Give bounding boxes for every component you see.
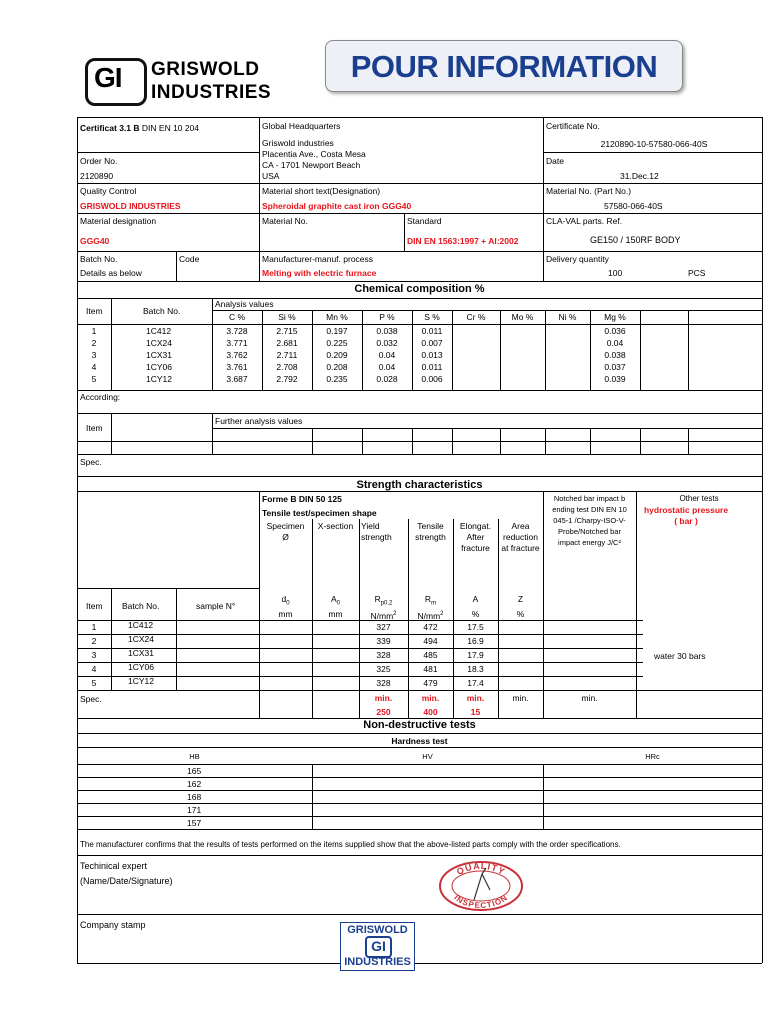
hydro-label: hydrostatic pressure (643, 505, 729, 515)
chem-cell: 0.011 (421, 362, 443, 372)
unit-nmm-1: $N/mm^2$ (370, 610, 397, 621)
str-spec-label: Spec. (80, 694, 102, 704)
other-tests-label: Other tests (679, 494, 719, 503)
chem-item-label: Item (86, 306, 103, 316)
hb-value: 162 (187, 779, 202, 789)
chem-cell: 3.687 (226, 374, 248, 384)
sym-rp02: $R_{p0.2}$ (374, 594, 393, 607)
sym-Z: Z (517, 594, 524, 604)
chem-cell: 0.037 (604, 362, 626, 372)
strength-title: Strength characteristics (356, 479, 483, 491)
company-stamp (340, 922, 415, 971)
batch-value: Details as below (80, 268, 142, 278)
str-row-elong: 17.5 (467, 622, 484, 632)
hq-label: Global Headquarters (262, 121, 341, 131)
forme-label: Forme B DIN 50 125 (262, 494, 342, 504)
chem-cell: 2.715 (276, 326, 298, 336)
chem-cell: 0.011 (421, 326, 443, 336)
chem-row-item: 5 (91, 374, 97, 384)
quality-stamp-graphic (438, 860, 524, 912)
chem-cell: 0.209 (326, 350, 348, 360)
chem-spec-label: Spec. (80, 457, 102, 467)
notched-line-4: Probe/Notched bar (558, 527, 621, 536)
notched-line-1: Notched bar impact b (553, 494, 626, 503)
hardness-label: Hardness test (391, 736, 448, 746)
chemical-title: Chemical composition % (354, 283, 485, 295)
further-label: Further analysis values (215, 416, 303, 426)
chem-row-item: 3 (91, 350, 97, 360)
chem-cell: 0.04 (606, 338, 624, 348)
cla-label: CLA-VAL parts. Ref. (546, 216, 623, 226)
str-row-tensile: 472 (423, 622, 438, 632)
hrc-label: HRc (645, 752, 660, 761)
min-area-label: min. (512, 693, 529, 703)
hb-value: 165 (187, 766, 202, 776)
mat-short-value: Spheroidal graphite cast iron GGG40 (262, 201, 412, 211)
chem-col-header: Mg % (604, 312, 626, 322)
water-value: water 30 bars (654, 651, 706, 661)
delivery-unit: PCS (688, 268, 706, 278)
cert-no-value: 2120890-10-57580-066-40S (600, 139, 708, 149)
qc-label: Quality Control (80, 186, 137, 196)
confirm-text: The manufacturer confirms that the results of tests performed on the items supplied show that the above-listed parts comply with the order specifications. (80, 840, 621, 849)
unit-nmm-2: $N/mm^2$ (417, 610, 444, 621)
chem-col-header: P % (379, 312, 395, 322)
cla-value: GE150 / 150RF BODY (590, 235, 681, 245)
str-row-item: 3 (91, 650, 97, 660)
hydro-unit: ( bar ) (674, 516, 698, 526)
mat-short-label: Material short text(Designation) (262, 186, 381, 196)
str-row-elong: 17.4 (467, 678, 484, 688)
str-row-batch: 1CY06 (128, 662, 154, 672)
chem-cell: 0.032 (376, 338, 398, 348)
str-row-batch: 1CX24 (128, 634, 154, 644)
chem-cell: 3.762 (226, 350, 248, 360)
str-row-tensile: 494 (423, 636, 438, 646)
stamp-brand-letters: GI (371, 938, 386, 954)
str-row-yield: 325 (376, 664, 391, 674)
h-area-3: at fracture (501, 543, 540, 553)
chem-col-header: Cr % (466, 312, 486, 322)
chem-row-item: 1 (91, 326, 97, 336)
notched-line-3: 045-1 /Charpy-ISO-V- (553, 516, 626, 525)
chem-col-header: Ni % (558, 312, 577, 322)
code-label: Code (179, 254, 200, 264)
hq-line-3: CA - 1701 Newport Beach (262, 160, 361, 170)
qc-value: GRISWOLD INDUSTRIES (80, 201, 181, 211)
chem-col-header: S % (424, 312, 440, 322)
tensile-shape-label: Tensile test/specimen shape (262, 508, 377, 518)
chem-cell: 0.208 (326, 362, 348, 372)
min-yield-value: 250 (376, 707, 391, 717)
standard-label: Standard (407, 216, 442, 226)
min-yield-label: min. (374, 693, 393, 703)
str-sample-label: sample N° (196, 601, 236, 611)
h-tensile-1: Tensile (417, 521, 444, 531)
analysis-label: Analysis values (215, 299, 274, 309)
chem-col-header: Si % (278, 312, 296, 322)
stamp-quality-text: QUALITY (454, 860, 508, 877)
hq-line-2: Placentia Ave., Costa Mesa (262, 149, 366, 159)
process-value: Melting with electric furnace (262, 268, 377, 278)
date-value: 31.Dec.12 (620, 171, 659, 181)
h-specimen-2: Ø (282, 532, 289, 542)
h-elong-3: fracture (461, 543, 490, 553)
stamp-inspection-text: INSPECTION (452, 892, 510, 911)
hb-value: 168 (187, 792, 202, 802)
mat-des-value: GGG40 (80, 236, 110, 246)
chem-cell: 3.728 (226, 326, 248, 336)
chem-cell: 0.006 (421, 374, 443, 384)
mat-part-label: Material No. (Part No.) (546, 186, 632, 196)
order-value: 2120890 (80, 171, 114, 181)
chem-cell: 2.711 (276, 350, 298, 360)
unit-pct-1: % (471, 609, 480, 619)
chem-batch-label: Batch No. (143, 306, 181, 316)
chem-col-header: Mn % (326, 312, 348, 322)
str-row-item: 2 (91, 636, 97, 646)
hq-line-4: USA (262, 171, 280, 181)
str-row-tensile: 479 (423, 678, 438, 688)
h-area-1: Area (511, 521, 530, 531)
mat-des-label: Material designation (80, 216, 157, 226)
unit-pct-2: % (516, 609, 525, 619)
str-row-batch: 1CX31 (128, 648, 154, 658)
chem-cell: 0.028 (376, 374, 398, 384)
min-tensile-value: 400 (423, 707, 438, 717)
chem-row-batch: 1CY12 (146, 374, 172, 384)
chem-col-header: C % (228, 312, 246, 322)
sym-A: A (472, 594, 479, 604)
unit-mm-2: mm (328, 609, 343, 619)
min-tensile-label: min. (421, 693, 440, 703)
chem-cell: 0.04 (378, 350, 396, 360)
h-elong-1: Elongat. (459, 521, 492, 531)
pour-information-stamp (325, 40, 683, 92)
str-row-tensile: 481 (423, 664, 438, 674)
sym-a0: $A_0$ (330, 594, 340, 607)
date-label: Date (546, 156, 564, 166)
str-row-item: 5 (91, 678, 97, 688)
chem-cell: 0.036 (604, 326, 626, 336)
stamp-brand-bottom: INDUSTRIES (344, 956, 411, 968)
str-row-elong: 16.9 (467, 636, 484, 646)
chem-row-batch: 1CX24 (146, 338, 172, 348)
svg-text:QUALITY (455, 861, 507, 877)
h-specimen-1: Specimen (266, 521, 305, 531)
chem-cell: 2.708 (276, 362, 298, 372)
chem-cell: 0.013 (421, 350, 443, 360)
str-row-item: 4 (91, 664, 97, 674)
hq-line-1: Griswold industries (262, 138, 334, 148)
stamp-brand-top: GRISWOLD (347, 924, 408, 936)
chem-cell: 0.038 (604, 350, 626, 360)
str-row-item: 1 (91, 622, 97, 632)
h-xsection: X-section (317, 521, 354, 531)
chem-row-batch: 1C412 (146, 326, 172, 336)
ndt-title: Non-destructive tests (363, 719, 476, 731)
according-label: According: (80, 392, 121, 402)
process-label: Manufacturer-manuf. process (262, 254, 374, 264)
h-yield-2: strength (361, 532, 392, 542)
expert-label: Techinical expert (80, 861, 148, 871)
chem-cell: 0.225 (326, 338, 348, 348)
chem-cell: 0.039 (604, 374, 626, 384)
sym-d0: $d_0$ (281, 594, 290, 607)
chem-cell: 2.681 (276, 338, 298, 348)
str-row-batch: 1CY12 (128, 676, 154, 686)
str-row-yield: 328 (376, 650, 391, 660)
str-item-label: Item (86, 601, 103, 611)
chem-col-header: Mo % (511, 312, 534, 322)
hv-label: HV (422, 752, 433, 761)
str-row-tensile: 485 (423, 650, 438, 660)
delivery-qty: 100 (608, 268, 623, 278)
chem-cell: 0.197 (326, 326, 348, 336)
h-yield-1: Yield (361, 521, 380, 531)
cert-no-label: Certificate No. (546, 121, 600, 131)
mat-no-label: Material No. (262, 216, 308, 226)
h-elong-2: After (466, 532, 485, 542)
delivery-label: Delivery quantity (546, 254, 609, 264)
h-tensile-2: strength (415, 532, 446, 542)
notched-line-2: ending test DIN EN 10 (552, 505, 627, 514)
hb-label: HB (189, 752, 200, 761)
standard-value: DIN EN 1563:1997 + Al:2002 (407, 236, 519, 246)
hb-value: 171 (187, 805, 202, 815)
company-stamp-label: Company stamp (80, 920, 146, 930)
str-row-yield: 328 (376, 678, 391, 688)
chem-cell: 0.038 (376, 326, 398, 336)
str-row-elong: 17.9 (467, 650, 484, 660)
chem-cell: 2.792 (276, 374, 298, 384)
stamp-title: POUR INFORMATION (350, 49, 658, 84)
brand-line-2: INDUSTRIES (151, 82, 272, 103)
chem-row-item: 2 (91, 338, 97, 348)
min-elong-value: 15 (470, 707, 481, 717)
logo-letters: GI (94, 62, 122, 93)
chem-item2-label: Item (86, 423, 103, 433)
notched-line-5: impact energy J/C² (558, 538, 621, 547)
hb-value: 157 (187, 818, 202, 828)
mat-part-value: 57580-066-40S (604, 201, 663, 211)
chem-cell: 3.761 (226, 362, 248, 372)
str-row-elong: 18.3 (467, 664, 484, 674)
min-notched-label: min. (581, 693, 598, 703)
chem-cell: 3.771 (226, 338, 248, 348)
sym-rm: $R_m$ (424, 594, 437, 607)
str-row-yield: 327 (376, 622, 391, 632)
certificate-type: Certificat 3.1 B DIN EN 10 204 (80, 123, 200, 133)
chem-row-batch: 1CX31 (146, 350, 172, 360)
signature-label: (Name/Date/Signature) (80, 876, 173, 886)
min-elong-label: min. (466, 693, 485, 703)
chem-row-item: 4 (91, 362, 97, 372)
order-label: Order No. (80, 156, 118, 166)
chem-row-batch: 1CY06 (146, 362, 172, 372)
str-row-yield: 339 (376, 636, 391, 646)
chem-cell: 0.235 (326, 374, 348, 384)
str-row-batch: 1C412 (128, 620, 154, 630)
unit-mm-1: mm (278, 609, 293, 619)
str-batch-label: Batch No. (122, 601, 160, 611)
batch-label: Batch No. (80, 254, 118, 264)
brand-line-1: GRISWOLD (151, 59, 260, 80)
chem-cell: 0.007 (421, 338, 443, 348)
h-area-2: reduction (503, 532, 538, 542)
chem-cell: 0.04 (378, 362, 396, 372)
quality-inspection-stamp (438, 860, 524, 912)
